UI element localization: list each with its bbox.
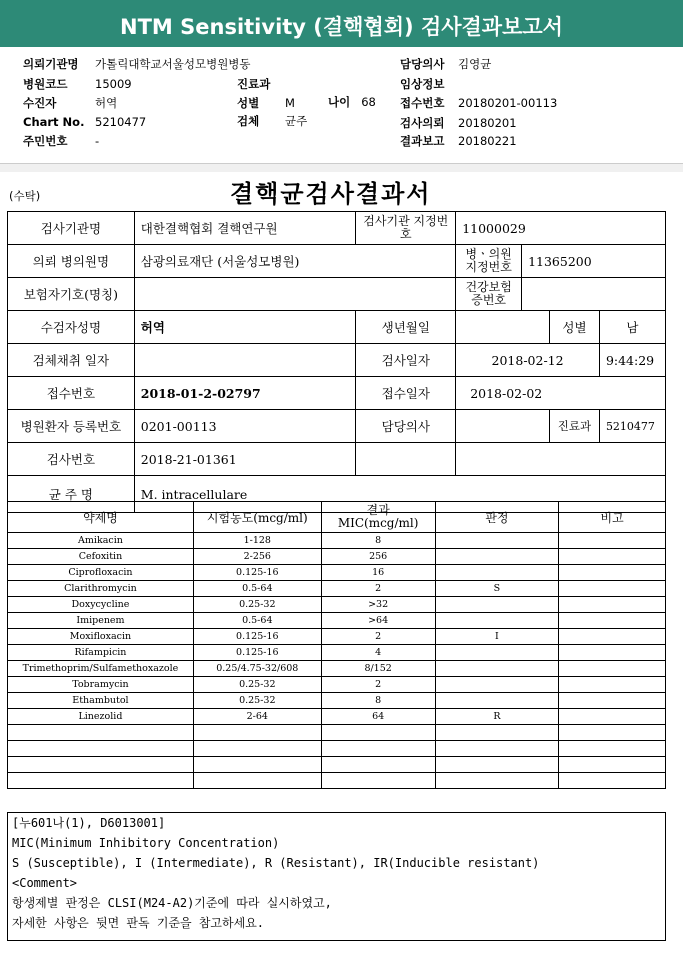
table-cell [435, 549, 559, 565]
col-drug: 약제명 [8, 502, 194, 533]
note-line: S (Susceptible), I (Intermediate), R (Resistant), IR(Inducible resistant) [12, 856, 540, 870]
table-cell: 2 [321, 677, 435, 693]
table-cell: Ciprofloxacin [8, 565, 194, 581]
table-cell [435, 725, 559, 741]
info-label: 검체 [237, 114, 260, 128]
table-cell: I [435, 629, 559, 645]
health-insurance-label: 건강보험 증번호 [456, 278, 522, 311]
info-field [237, 95, 295, 111]
table-cell: 1-128 [193, 533, 321, 549]
test-time-value: 9:44:29 [599, 344, 665, 377]
table-row [8, 757, 666, 773]
table-cell: 4 [321, 645, 435, 661]
info-label: 결과보고 [400, 134, 445, 148]
table-cell [559, 565, 666, 581]
table-cell [559, 773, 666, 789]
info-field [400, 56, 491, 72]
table-cell [559, 709, 666, 725]
sex-label: 성별 [550, 311, 600, 344]
table-cell [559, 757, 666, 773]
info-value: - [95, 134, 100, 148]
table-cell [559, 629, 666, 645]
table-cell [435, 773, 559, 789]
receipt-date-label: 접수일자 [356, 377, 456, 410]
registration-label: 병원환자 등록번호 [8, 410, 135, 443]
org-code-label: 검사기관 지정번호 [356, 212, 456, 245]
table-cell [559, 661, 666, 677]
insurer-value [134, 278, 455, 311]
table-cell [321, 741, 435, 757]
species-value: M. intracellulare [134, 476, 665, 513]
table-cell: 0.125-16 [193, 629, 321, 645]
receipt-no-value: 2018-01-2-02797 [134, 377, 356, 410]
table-cell [559, 645, 666, 661]
table-cell: R [435, 709, 559, 725]
table-row [8, 661, 666, 677]
table-row [8, 709, 666, 725]
sex-value: 남 [599, 311, 665, 344]
note-line: 자세한 사항은 뒷면 판독 기준을 참고하세요. [12, 916, 265, 930]
info-field [23, 76, 132, 92]
table-cell [435, 661, 559, 677]
doctor-value [456, 410, 550, 443]
info-value: M [285, 96, 295, 110]
dob-label: 생년월일 [356, 311, 456, 344]
table-row [8, 581, 666, 597]
info-value: 허역 [95, 96, 118, 110]
note-line: [누601나(1), D6013001] [12, 816, 166, 830]
info-label: 임상정보 [400, 77, 445, 91]
table-cell: 8 [321, 533, 435, 549]
col-remarks: 비고 [559, 502, 666, 533]
dob-value [456, 311, 550, 344]
table-row [8, 725, 666, 741]
table-cell: 2 [321, 581, 435, 597]
table-row [8, 597, 666, 613]
table-cell: Rifampicin [8, 645, 194, 661]
table-cell [435, 677, 559, 693]
info-label: 의뢰기관명 [23, 57, 79, 71]
table-cell: >32 [321, 597, 435, 613]
table-row [8, 549, 666, 565]
table-cell [559, 677, 666, 693]
table-cell: Moxifloxacin [8, 629, 194, 645]
dept-label: 진료과 [550, 410, 600, 443]
table-cell: Tobramycin [8, 677, 194, 693]
table-cell: >64 [321, 613, 435, 629]
patient-name-value: 허역 [134, 311, 356, 344]
table-cell [435, 613, 559, 629]
table-cell [559, 597, 666, 613]
note-line: <Comment> [12, 876, 78, 890]
org-label: 검사기관명 [8, 212, 135, 245]
table-cell [8, 757, 194, 773]
info-label: 성별 [237, 96, 260, 110]
org-value: 대한결핵협회 결핵연구원 [134, 212, 356, 245]
info-label: 진료과 [237, 77, 271, 91]
table-row [8, 741, 666, 757]
report-title: 결핵균검사결과서 [230, 179, 432, 208]
table-cell [321, 757, 435, 773]
doctor-label: 담당의사 [356, 410, 456, 443]
info-field [400, 95, 557, 111]
note-line: MIC(Minimum Inhibitory Concentration) [12, 836, 280, 850]
note-line: 항생제별 판정은 CLSI(M24-A2)기준에 따라 실시하였고, [12, 896, 332, 910]
table-cell: Amikacin [8, 533, 194, 549]
health-insurance-value [522, 278, 666, 311]
report-header: NTM Sensitivity (결핵협회) 검사결과보고서 [0, 0, 683, 47]
table-cell [435, 565, 559, 581]
info-value: 20180201-00113 [458, 96, 558, 110]
table-cell: 0.125-16 [193, 645, 321, 661]
collection-date-label: 검체채취 일자 [8, 344, 135, 377]
hospital-label: 의뢰 병의원명 [8, 245, 135, 278]
table-cell [559, 533, 666, 549]
hospital-value: 삼광의료재단 (서울성모병원) [134, 245, 455, 278]
info-label: 병원코드 [23, 77, 68, 91]
age-field: 나이 68 [328, 95, 376, 109]
table-cell: 16 [321, 565, 435, 581]
table-cell [559, 581, 666, 597]
registration-value: 0201-00113 [134, 410, 356, 443]
info-value: 20180201 [458, 116, 517, 130]
table-row [8, 677, 666, 693]
col-interpretation: 판정 [435, 502, 559, 533]
insurer-label: 보험자기호(명칭) [8, 278, 135, 311]
table-cell: Linezolid [8, 709, 194, 725]
table-cell: S [435, 581, 559, 597]
hospital-code-label: 병ㆍ의원 지정번호 [456, 245, 522, 278]
receipt-date-value: 2018-02-02 [456, 377, 666, 410]
col-result: 결과 MIC(mcg/ml) [321, 502, 435, 533]
table-cell [435, 533, 559, 549]
table-cell: 64 [321, 709, 435, 725]
table-cell: 0.25-32 [193, 677, 321, 693]
consignment-label: (수탁) [9, 189, 41, 203]
info-value: 5210477 [95, 115, 147, 129]
table-row [8, 693, 666, 709]
org-code-value: 11000029 [456, 212, 666, 245]
info-label: 주민번호 [23, 134, 68, 148]
species-label: 균 주 명 [8, 476, 135, 513]
table-cell: Clarithromycin [8, 581, 194, 597]
susceptibility-table [7, 501, 666, 789]
info-label: 담당의사 [400, 57, 445, 71]
hospital-code-value: 11365200 [522, 245, 666, 278]
info-field [23, 56, 251, 72]
patient-name-label: 수검자성명 [8, 311, 135, 344]
table-cell [559, 725, 666, 741]
table-cell: 0.125-16 [193, 565, 321, 581]
section-divider [0, 163, 683, 172]
notes-box [7, 812, 666, 941]
table-row [8, 533, 666, 549]
info-label: 수진자 [23, 96, 57, 110]
table-cell [193, 757, 321, 773]
table-cell: 8/152 [321, 661, 435, 677]
table-cell [435, 757, 559, 773]
info-label: 접수번호 [400, 96, 445, 110]
table-cell [559, 741, 666, 757]
info-value: 가톨릭대학교서울성모병원병동 [95, 57, 251, 71]
table-cell [435, 645, 559, 661]
exam-no-label: 검사번호 [8, 443, 135, 476]
table-cell: 0.5-64 [193, 581, 321, 597]
table-cell: 0.25/4.75-32/608 [193, 661, 321, 677]
table-cell [559, 613, 666, 629]
info-value: 15009 [95, 77, 132, 91]
table-cell: Trimethoprim/Sulfamethoxazole [8, 661, 194, 677]
table-cell: Doxycycline [8, 597, 194, 613]
info-field [400, 76, 458, 92]
table-cell: 256 [321, 549, 435, 565]
table-cell [8, 725, 194, 741]
table-cell [193, 773, 321, 789]
col-concentration: 시험농도(mcg/ml) [193, 502, 321, 533]
table-cell: 0.5-64 [193, 613, 321, 629]
dept-value: 5210477 [599, 410, 665, 443]
info-field [23, 95, 117, 111]
table-cell: 0.25-32 [193, 693, 321, 709]
table-cell: Ethambutol [8, 693, 194, 709]
info-label: 검사의뢰 [400, 116, 445, 130]
table-cell [321, 773, 435, 789]
info-value: 김영균 [458, 57, 492, 71]
table-cell: 8 [321, 693, 435, 709]
info-field [400, 133, 517, 149]
info-value: 20180221 [458, 134, 517, 148]
receipt-no-label: 접수번호 [8, 377, 135, 410]
test-date-value: 2018-02-12 [456, 344, 600, 377]
table-cell [435, 597, 559, 613]
test-date-label: 검사일자 [356, 344, 456, 377]
table-cell [8, 773, 194, 789]
table-cell [321, 725, 435, 741]
exam-no-value: 2018-21-01361 [134, 443, 356, 476]
table-cell [8, 741, 194, 757]
table-cell: 2-64 [193, 709, 321, 725]
table-row [8, 773, 666, 789]
table-cell [559, 549, 666, 565]
table-row [8, 645, 666, 661]
info-value: 균주 [285, 114, 308, 128]
empty-cell [456, 443, 666, 476]
table-cell [435, 693, 559, 709]
info-field [23, 115, 146, 129]
table-cell [559, 693, 666, 709]
table-row [8, 565, 666, 581]
table-row [8, 613, 666, 629]
info-field [237, 113, 307, 129]
table-cell: 2-256 [193, 549, 321, 565]
table-cell [193, 725, 321, 741]
collection-date-value [134, 344, 356, 377]
table-cell: 0.25-32 [193, 597, 321, 613]
table-cell [435, 741, 559, 757]
info-field [400, 115, 517, 131]
info-field [23, 133, 99, 149]
info-field [237, 76, 285, 92]
patient-info-table [7, 211, 666, 513]
empty-cell [356, 443, 456, 476]
table-cell: 2 [321, 629, 435, 645]
table-cell: Cefoxitin [8, 549, 194, 565]
table-row [8, 629, 666, 645]
info-label: Chart No. [23, 115, 85, 129]
table-cell: Imipenem [8, 613, 194, 629]
table-cell [193, 741, 321, 757]
